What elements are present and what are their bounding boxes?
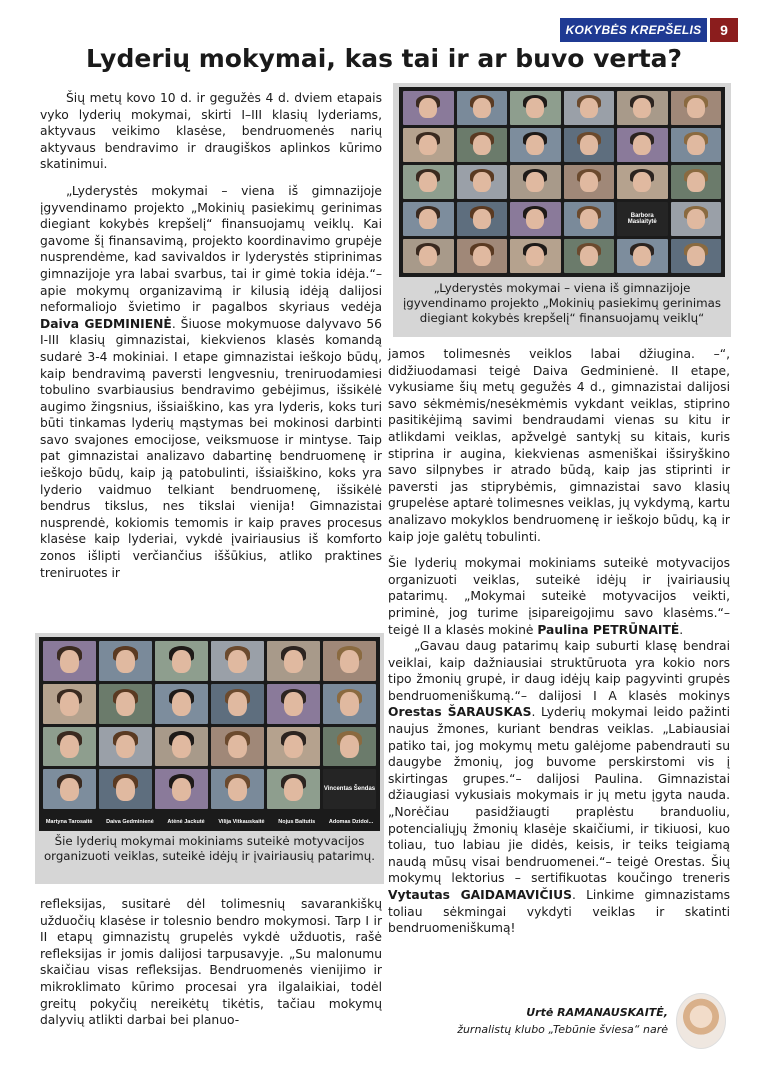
participant-video-tile <box>564 91 615 125</box>
participant-video-tile <box>671 128 722 162</box>
participant-video-tile <box>564 165 615 199</box>
participant-name: Barbora Maslaitytė <box>627 213 657 225</box>
video-call-grid-bottom <box>39 637 380 813</box>
participant-video-tile <box>211 641 264 681</box>
paragraph: Šių metų kovo 10 d. ir gegužės 4 d. dviem etapais vyko lyderių mokymai, skirti I–III klasių lyderiams, aktyvaus veikimo klasėse, bendruomenės narių aktyvaus bendravimo ir draugiškos aplinkos kūrimo skatinimui. <box>40 91 382 172</box>
person-name: Daiva GEDMINIENĖ <box>40 316 172 331</box>
author-role: žurnalistų klubo „Tebūnie šviesa“ narė <box>457 1023 668 1036</box>
person-name: Paulina PETRŪNAITĖ <box>537 622 680 637</box>
participant-name-tile <box>323 769 376 809</box>
participant-video-tile <box>267 641 320 681</box>
participant-video-tile <box>99 769 152 809</box>
participant-video-tile <box>564 239 615 273</box>
participant-video-tile <box>155 769 208 809</box>
paragraph: refleksijas, susitarė dėl tolimesnių savarankiškų užduočių klasėse ir tolesnio bendro mokymosi. Tarp I ir II etapų gimnazistų grupelės vykdė užduotis, rašė refleksijas ir jomis dalijosi tarpusavyje. „Su malonumu skaičiau visas refleksijas. Bendruomenės vienijimo ir mikroklimato kūrimo procesai yra ilgalaikiai, todėl greitų pokyčių nereikėtų tikėtis, tačiau mokymų dalyvių atlikti darbai bei planuo- <box>40 897 382 1028</box>
participant-name: Daiva Gedminienė <box>106 819 154 825</box>
participant-video-tile <box>510 91 561 125</box>
participant-video-tile <box>671 239 722 273</box>
author-signature: Urtė RAMANAUSKAITĖ, žurnalistų klubo „Tebūnie šviesa“ narė <box>457 1006 668 1036</box>
participant-video-tile <box>403 128 454 162</box>
participant-name: Nojus Baltutis <box>278 819 316 825</box>
participant-video-tile <box>403 239 454 273</box>
page-number: 9 <box>710 18 738 42</box>
section-label: KOKYBĖS KREPŠELIS <box>560 18 707 42</box>
author-avatar <box>676 993 726 1049</box>
participant-video-tile <box>457 91 508 125</box>
video-call-grid-top <box>399 87 725 277</box>
photo-bottom-caption: Šie lyderių mokymai mokiniams suteikė motyvacijos organizuoti veiklas, suteikė idėjų ir įvairiausių patarimų. <box>43 834 376 863</box>
participant-video-tile <box>403 202 454 236</box>
participant-name: Vilija Vitkauskaitė <box>218 819 265 825</box>
paragraph: „Lyderystės mokymai – viena iš gimnazijoje įgyvendinamo projekto „Mokinių pasiekimų gerinimas diegiant kokybės krepšelį“ finansuojamų veiklų. Kai gavome šį finansavimą, projekto koordinavimo grupėje nusprendėme, kad savivaldos ir lyderystės stiprinimas gimnazijoje yra labai svarbus, tai ir gimė tokia idėja.“– apie mokymų organizavimą ir kilusią idėją dalijosi neformaliojo švietimo ir pagalbos skyriaus vedėja Daiva GEDMINIENĖ. Šiuose mokymuose dalyvavo 56 I-III klasių gimnazistai, kiekvienos klasės komandą sudarė 3-4 mokiniai. I etape gimnazistai ieškojo būdų, kaip bendravimą paversti lengvesniu, treniruodamiesi tobulino svarbiausius bendravimo gebėjimus, išsikėlė augimo žingsnius, išsiaiškino, kas yra lyderis, koks turi būti tinkamas lyderių mąstymas bei mokinosi darbinti savo svajones emocijose, veiksmuose ir mintyse. Taip pat gimnazistai analizavo dabartinę bendruomenę ir ieškojo būdų, kaip ją patobulinti, išsiaiškino, koks yra lyderio vaidmuo telkiant bendruomenę, išsikėlė bendrus tikslus, nes tikslai vienija! Gimnazistai nusprendė, kokiomis temomis ir kaip praves procesus klasėse kaip lyderiai, vykdė įvairiausius iš komforto zonos išlipti verčiančius iššūkius, atliko praktines treniruotes ir <box>40 183 382 580</box>
paragraph: Šie lyderių mokymai mokiniams suteikė motyvacijos organizuoti veiklas, suteikė idėjų ir įvairiausių patarimų. „Mokymai suteikė motyvacijos veikti, priminė, jog turime įsipareigojimu savo klasėms.“– teigė II a klasės mokinė Paulina PETRŪNAITĖ. <box>388 556 730 637</box>
section-header <box>560 18 738 42</box>
participant-video-tile <box>155 684 208 724</box>
left-column-bottom <box>40 896 382 1029</box>
participant-video-tile <box>617 165 668 199</box>
participant-video-tile <box>510 202 561 236</box>
participant-video-tile <box>43 684 96 724</box>
participant-video-tile <box>457 202 508 236</box>
participant-video-tile <box>323 684 376 724</box>
photo-bottom-box <box>35 633 384 884</box>
participant-video-tile <box>671 91 722 125</box>
participant-video-tile <box>510 165 561 199</box>
paragraph: jamos tolimesnės veiklos labai džiugina. –“, didžiuodamasi teigė Daiva Gedminienė. II etape, vykusiame šių metų gegužės 4 d., gimnazistai dalijosi savo sėkmėmis/nesėkmėmis vykdant veiklas, stiprino pasitikėjimą savimi bendraudami vienas su kitu ir atlikdami veiklas, apžvelgė santykį su kitais, kuris stiprina ir augina, kiekvienas asmeniškai išsiryškino savo silpnybes ir atrado būdą, kaip jas stiprinti ir paversti jas stiprybėmis, gimnazistai savo klasių grupelėse aptarė tolimesnes veiklas, jų vykdymą, kartu analizavo mokyklos bendruomenę ir ieškojo būdų, ką ir kaip joje galėtų tobulinti. <box>388 347 730 544</box>
participant-video-tile <box>457 128 508 162</box>
right-column <box>388 346 730 937</box>
participant-video-tile <box>617 91 668 125</box>
participant-video-tile <box>43 727 96 767</box>
person-name: Vytautas GAIDAMAVIČIUS <box>388 888 572 902</box>
participant-video-tile <box>211 727 264 767</box>
left-column-top <box>40 90 382 581</box>
author-name: RAMANAUSKAITĖ, <box>557 1006 668 1019</box>
photo-top-box <box>393 83 731 337</box>
person-name: Orestas ŠARAUSKAS <box>388 705 532 720</box>
participant-video-tile <box>564 128 615 162</box>
participant-video-tile <box>211 769 264 809</box>
participant-name: Adomas Dzidoi... <box>328 819 374 825</box>
participant-video-tile <box>457 165 508 199</box>
participant-video-tile <box>403 165 454 199</box>
participant-video-tile <box>510 239 561 273</box>
participant-video-tile <box>155 641 208 681</box>
participant-video-tile <box>43 641 96 681</box>
participant-video-tile <box>99 684 152 724</box>
participant-video-tile <box>457 239 508 273</box>
photo-top-caption: „Lyderystės mokymai – viena iš gimnazijoje įgyvendinamo projekto „Mokinių pasiekimų gerinimas diegiant kokybės krepšelį“ finansuojamų veiklų“ <box>403 281 721 325</box>
participant-video-tile <box>267 684 320 724</box>
participant-video-tile <box>323 727 376 767</box>
participant-video-tile <box>564 202 615 236</box>
participant-video-tile <box>267 727 320 767</box>
participant-name-strip <box>39 813 380 831</box>
participant-video-tile <box>671 165 722 199</box>
participant-video-tile <box>617 239 668 273</box>
participant-video-tile <box>99 641 152 681</box>
participant-name-tile <box>617 202 668 236</box>
paragraph: „Gavau daug patarimų kaip suburti klasę bendrai veiklai, kaip dažniausiai struktūruota yra kokio nors tipo žmonių grupė, ir daug idėjų kaip pagyvinti grupės bendruomeniškumą.“– dalijosi I A klasės mokinys Orestas ŠARAUSKAS. Lyderių mokymai leido pažinti naujus žmones, kuriant bendras veiklas. „Labiausiai patiko tai, jog mokymų metu galėjome pabendrauti su daugybe žmonių, jog buvome perskirstomi vis į skirtingas grupes.“– dalijosi Paulina. Gimnazistai džiaugiasi vykusiais mokymais ir jų metu įgyta nauda. „Norėčiau pasidžiaugti praplėstu branduoliu, potencialiųjų žmonių klasėje skaičiumi, ir tikiuosi, kuo toliau, tuo labiau jie didės, keisis, ir teiks teigiamą naudą mūsų visai bendruomenei.“– teigė Orestas. Šių mokymų lektorius – sertifikuotas koučingo treneris Vytautas GAIDAMAVIČIUS. Linkime gimnazistams toliau sėkmingai vykdyti veiklas ir skatinti bendruomeniškumą! <box>388 639 731 936</box>
participant-video-tile <box>43 769 96 809</box>
article-title: Lyderių mokymai, kas tai ir ar buvo verta? <box>85 44 683 73</box>
participant-video-tile <box>155 727 208 767</box>
participant-name: Vincentas Šendas <box>323 786 376 793</box>
participant-name: Martyna Tarosaitė <box>45 819 93 825</box>
participant-video-tile <box>617 128 668 162</box>
participant-video-tile <box>671 202 722 236</box>
participant-video-tile <box>267 769 320 809</box>
participant-video-tile <box>510 128 561 162</box>
participant-video-tile <box>99 727 152 767</box>
participant-name: Atėnė Jackutė <box>167 819 205 825</box>
participant-video-tile <box>211 684 264 724</box>
participant-video-tile <box>403 91 454 125</box>
participant-video-tile <box>323 641 376 681</box>
